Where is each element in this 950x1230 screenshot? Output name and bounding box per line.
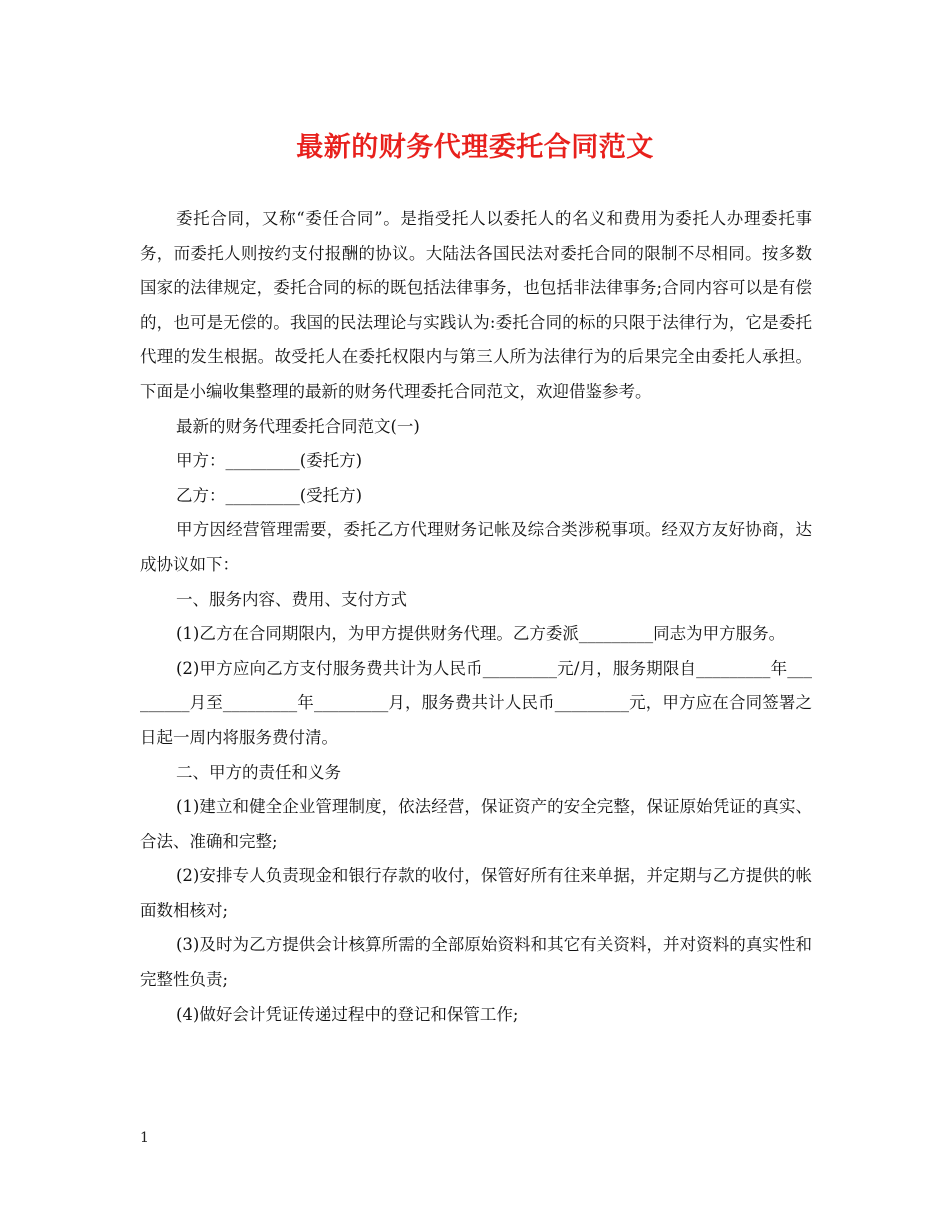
- section-heading-sample-one: 最新的财务代理委托合同范文(一): [176, 416, 420, 436]
- party-b-line: 乙方：_________(受托方): [176, 485, 363, 505]
- clause-paragraph: (4)做好会计凭证传递过程中的登记和保管工作;: [176, 1004, 519, 1024]
- section-heading-party-a-duties: 二、甲方的责任和义务: [176, 762, 341, 782]
- clause-paragraph: (1)建立和健全企业管理制度，依法经营，保证资产的安全完整，保证原始凭证的真实、合法、准确和完整;: [140, 797, 812, 851]
- party-a-line: 甲方：_________(委托方): [176, 451, 363, 471]
- document-title: 最新的财务代理委托合同范文: [296, 132, 654, 163]
- intro-paragraph: 委托合同，又称“委任合同”。是指受托人以委托人的名义和费用为委托人办理委托事务，而委托人则按约支付报酬的协议。大陆法各国民法对委托合同的限制不尽相同。按多数国家的法律规定，委托合同的标的既包括法律事务，也包括非法律事务;合同内容可以是有偿的，也可是无偿的。我国的民法理论与实践认为:委托合同的标的只限于法律行为，它是委托代理的发生根据。故受托人在委托权限内与第三人所为法律行为的后果完全由委托人承担。下面是小编收集整理的最新的财务代理委托合同范文，欢迎借鉴参考。: [140, 209, 812, 401]
- clause-paragraph: (2)安排专人负责现金和银行存款的收付，保管好所有往来单据，并定期与乙方提供的帐面数相核对;: [140, 866, 812, 920]
- preamble-paragraph: 甲方因经营管理需要，委托乙方代理财务记帐及综合类涉税事项。经双方友好协商，达成协议如下：: [140, 520, 812, 574]
- clause-paragraph: (1)乙方在合同期限内，为甲方提供财务代理。乙方委派_________同志为甲方服务。: [176, 624, 786, 644]
- section-heading-service: 一、服务内容、费用、支付方式: [176, 589, 407, 609]
- document-body: [140, 202, 812, 1032]
- page-number: 1: [140, 1130, 149, 1146]
- clause-paragraph: (3)及时为乙方提供会计核算所需的全部原始资料和其它有关资料，并对资料的真实性和完整性负责;: [140, 935, 812, 990]
- clause-paragraph: (2)甲方应向乙方支付服务费共计为人民币_________元/月，服务期限自_________年_________月至_________年_________月，服务费共计人民币_________元，甲方应在合同签署之日起一周内将服务费付清。: [140, 658, 812, 747]
